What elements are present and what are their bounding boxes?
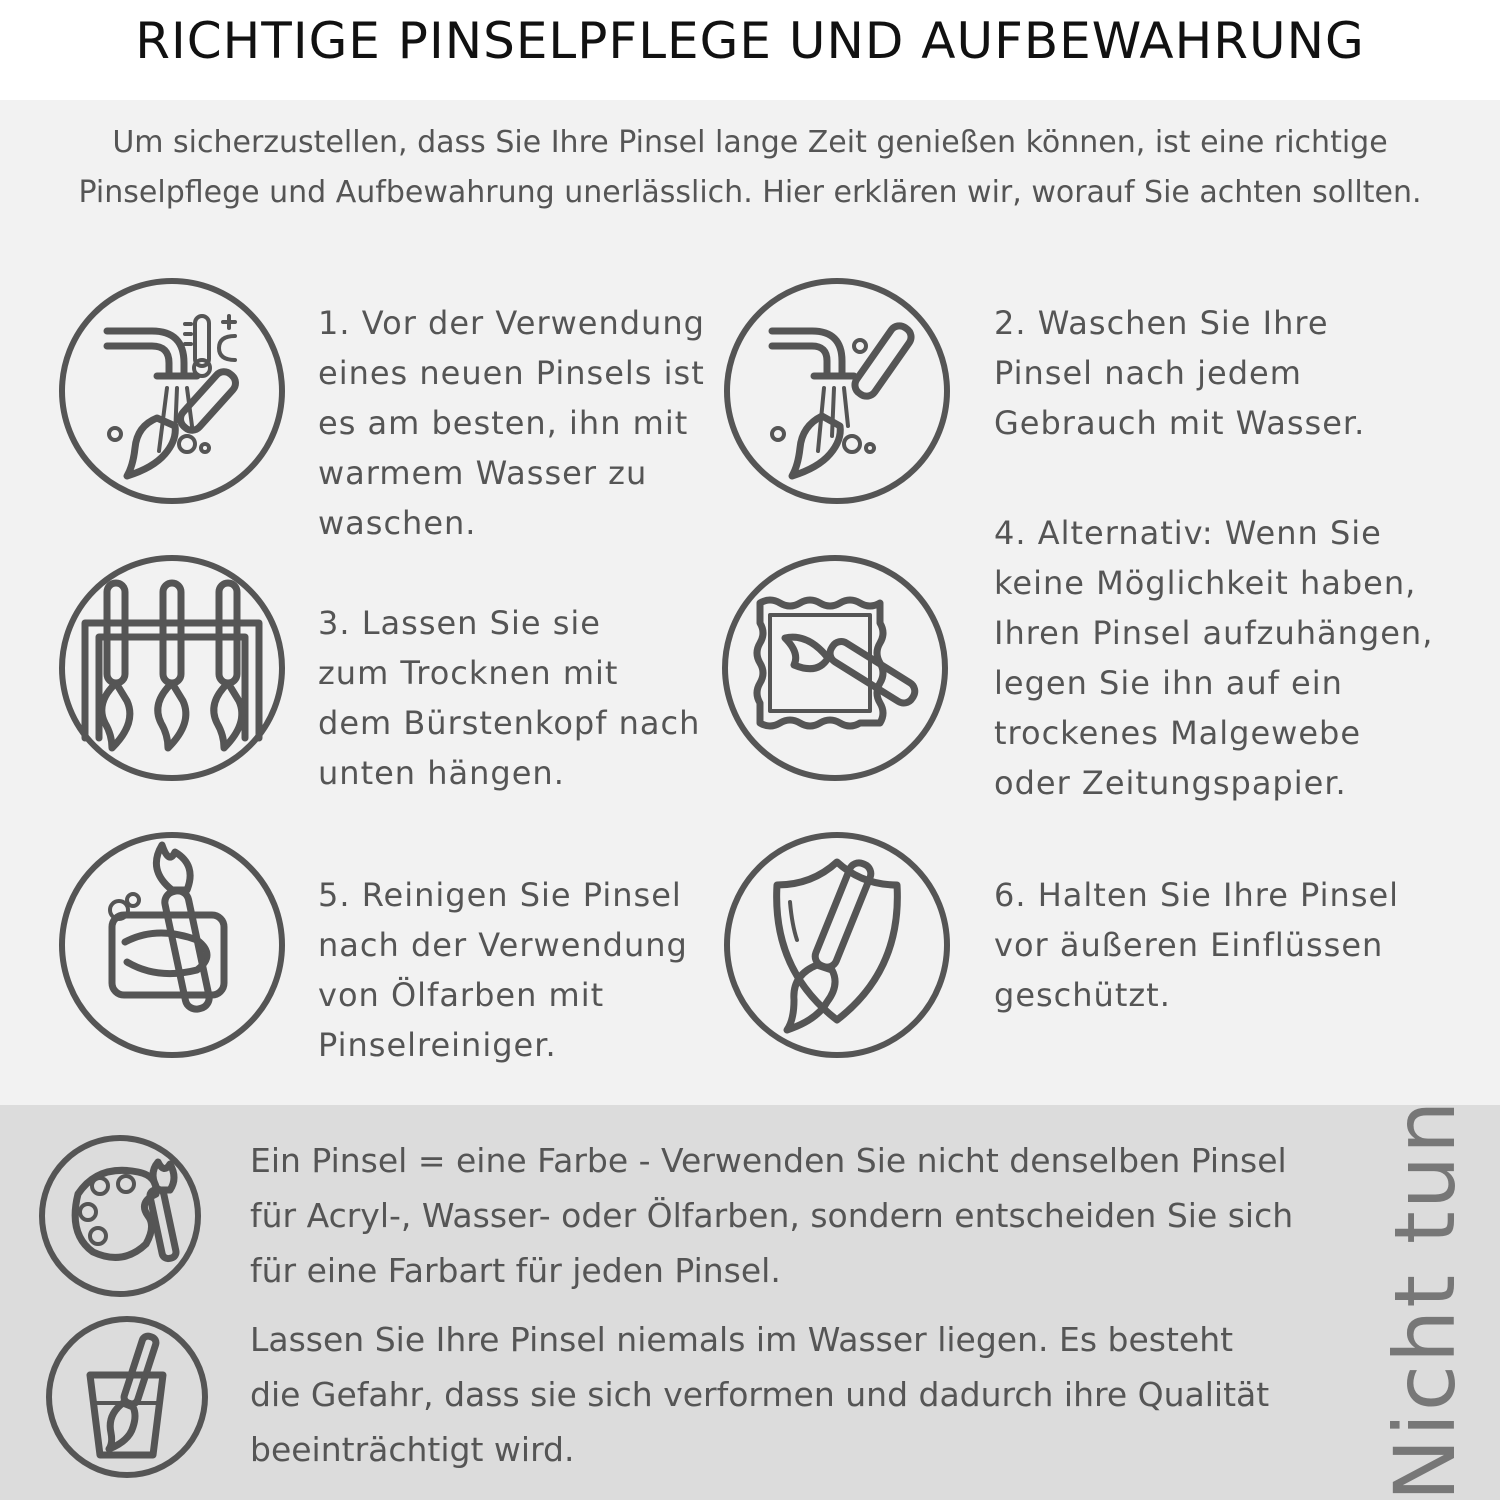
shield-brush-icon	[722, 830, 952, 1060]
palette-brush-icon	[38, 1134, 203, 1299]
intro-line-1: Um sicherzustellen, dass Sie Ihre Pinsel lange Zeit genießen können, ist eine richtige	[112, 125, 1388, 160]
title-band	[0, 0, 1500, 100]
brush-in-water-glass-icon	[45, 1315, 210, 1480]
faucet-thermometer-brush-icon	[57, 276, 287, 506]
step-1-text: 1. Vor der Verwendung eines neuen Pinsels ist es am besten, ihn mit warmem Wasser zu waschen.	[318, 304, 705, 542]
step-3-text: 3. Lassen Sie sie zum Trocknen mit dem Bürstenkopf nach unten hängen.	[318, 604, 701, 792]
step-5-text: 5. Reinigen Sie Pinsel nach der Verwendung von Ölfarben mit Pinselreiniger.	[318, 876, 688, 1064]
step-6-text: 6. Halten Sie Ihre Pinsel vor äußeren Einflüssen geschützt.	[994, 876, 1400, 1014]
step-2-text: 2. Waschen Sie Ihre Pinsel nach jedem Gebrauch mit Wasser.	[994, 304, 1366, 442]
dont-item-1-text: Ein Pinsel = eine Farbe - Verwenden Sie nicht denselben Pinsel für Acryl-, Wasser- oder Ölfarben, sondern entscheiden Sie sich für eine Farbart für jeden Pinsel.	[250, 1141, 1294, 1290]
hanging-brushes-icon	[57, 553, 287, 783]
brush-on-cloth-icon	[720, 553, 950, 783]
faucet-brush-icon	[722, 276, 952, 506]
intro-line-2: Pinselpflege und Aufbewahrung unerlässlich. Hier erklären wir, worauf Sie achten sollten.	[78, 175, 1422, 210]
intro-text	[20, 118, 1480, 218]
page-title: RICHTIGE PINSELPFLEGE UND AUFBEWAHRUNG	[135, 12, 1365, 70]
dont-item-2-text: Lassen Sie Ihre Pinsel niemals im Wasser liegen. Es besteht die Gefahr, dass sie sich verformen und dadurch ihre Qualität beeinträchtigt wird.	[250, 1320, 1270, 1469]
step-4-text: 4. Alternativ: Wenn Sie keine Möglichkeit haben, Ihren Pinsel aufzuhängen, legen Sie ihn auf ein trockenes Malgewebe oder Zeitungspapier.	[994, 514, 1434, 802]
brush-cleaner-icon	[57, 830, 287, 1060]
